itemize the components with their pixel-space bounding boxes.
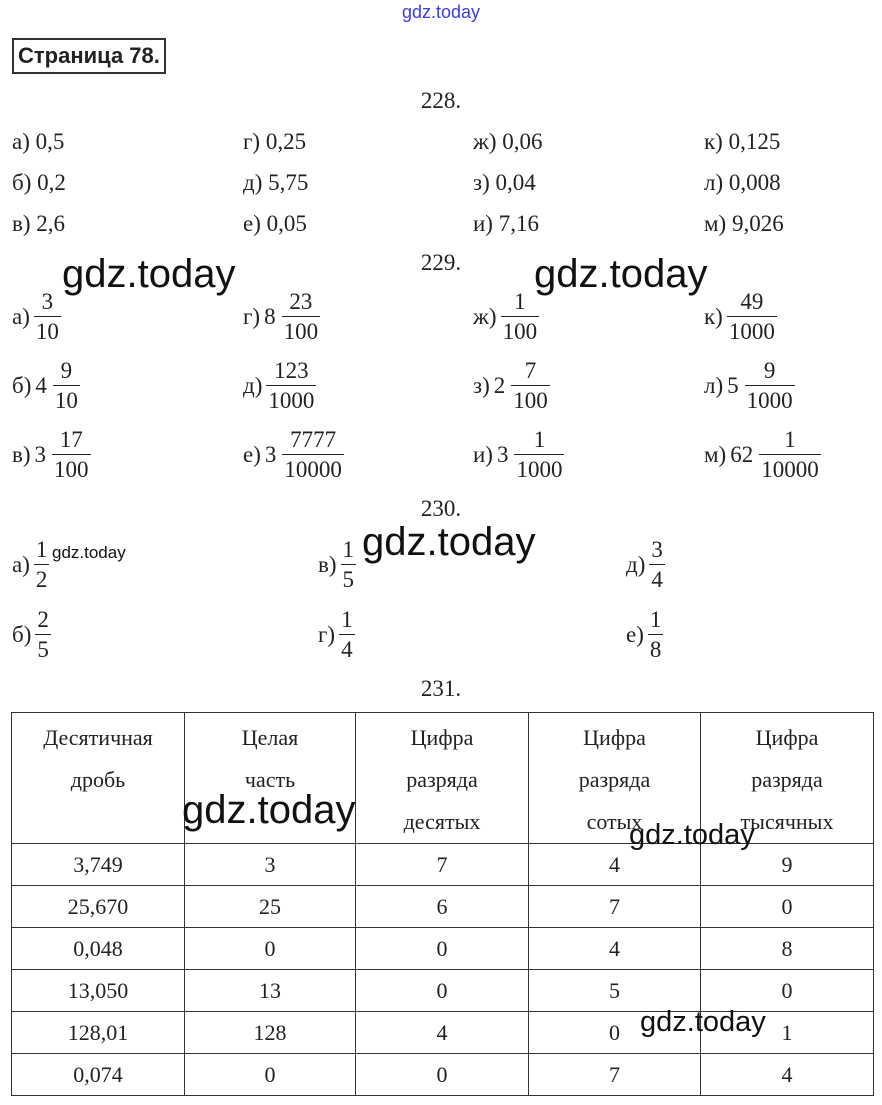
table-cell: 0 [701, 886, 874, 928]
problem-230-number: 230. [420, 496, 462, 521]
answer-item: з) 0,04 [473, 170, 536, 195]
table-row [12, 1054, 874, 1096]
table-cell: 128 [185, 1012, 356, 1054]
header-line: Цифра [755, 725, 819, 750]
table-cell: 6 [356, 886, 529, 928]
answer-label: б) [12, 621, 32, 647]
header-line: разряда [751, 767, 823, 792]
numerator: 1 [514, 289, 526, 314]
whole-part: 4 [35, 372, 47, 398]
answer-item [243, 359, 318, 412]
watermark: gdz.today [62, 252, 236, 296]
answer-item [318, 608, 357, 661]
fraction [512, 428, 566, 481]
denominator: 100 [511, 385, 550, 412]
answer-item [473, 359, 552, 412]
answer-item [473, 428, 566, 481]
numerator: 1 [649, 607, 662, 632]
table-cell: 4 [529, 844, 701, 886]
numerator: 7 [524, 358, 537, 383]
problem-231-number: 231. [420, 676, 462, 701]
header-line: Десятичная [43, 725, 153, 750]
table-cell: 5 [529, 970, 701, 1012]
answer-item [12, 359, 82, 412]
header-line: разряда [406, 767, 478, 792]
answer-item: м) 9,026 [704, 211, 784, 236]
answer-item [12, 608, 53, 661]
table-cell: 128,01 [12, 1012, 185, 1054]
table-cell: 0 [356, 1054, 529, 1096]
answer-label: м) [704, 441, 727, 467]
answer-label: а) [12, 551, 30, 577]
answer-label: г) [243, 303, 261, 329]
table-cell: 0,074 [12, 1054, 185, 1096]
answer-label: е) [243, 441, 261, 467]
fraction [51, 359, 82, 412]
watermark: gdz.today [52, 543, 126, 562]
header-line: Целая [241, 725, 299, 750]
numerator: 1 [35, 537, 48, 562]
answer-item: и) 7,16 [473, 211, 539, 236]
table-cell: 0 [185, 928, 356, 970]
whole-part: 5 [727, 372, 739, 398]
denominator: 10000 [759, 454, 821, 481]
fraction [32, 290, 63, 343]
answer-item [626, 608, 665, 661]
denominator: 10 [34, 316, 61, 343]
whole-part: 8 [264, 303, 276, 329]
answer-item [626, 538, 667, 591]
answer-item [12, 290, 63, 343]
answer-label: б) [12, 372, 32, 398]
numerator: 123 [274, 358, 309, 383]
fraction [280, 428, 346, 481]
answer-item [704, 359, 797, 412]
fraction [725, 290, 779, 343]
numerator: 3 [651, 537, 663, 562]
answer-item: ж) 0,06 [473, 129, 543, 154]
table-header-cell [356, 713, 529, 844]
answer-item: к) 0,125 [704, 129, 781, 154]
table-row [12, 928, 874, 970]
denominator: 5 [341, 564, 357, 591]
answer-item [12, 428, 93, 481]
table-header-cell [12, 713, 185, 844]
answer-label: и) [473, 441, 493, 467]
answer-item: е) 0,05 [243, 211, 307, 236]
table-row [12, 886, 874, 928]
answer-item [704, 290, 779, 343]
watermark: gdz.today [629, 819, 755, 851]
table-cell: 13 [185, 970, 356, 1012]
table-cell: 25 [185, 886, 356, 928]
whole-part: 2 [493, 372, 506, 398]
denominator: 1000 [745, 385, 795, 412]
numerator: 23 [289, 289, 313, 314]
fraction [647, 538, 667, 591]
watermark: gdz.today [182, 788, 356, 832]
answer-item: в) 2,6 [12, 211, 66, 236]
answer-item: л) 0,008 [704, 170, 781, 195]
table-cell: 3 [185, 844, 356, 886]
page-title: Страница 78. [12, 38, 166, 74]
table-cell: 4 [701, 1054, 874, 1096]
watermark: gdz.today [640, 1006, 766, 1038]
whole-part: 3 [496, 441, 509, 467]
denominator: 1000 [514, 454, 564, 481]
fraction [33, 608, 53, 661]
answer-item [473, 290, 541, 343]
whole-part: 62 [730, 441, 754, 467]
denominator: 100 [501, 316, 540, 343]
table-cell: 3,749 [12, 844, 185, 886]
numerator: 1 [533, 427, 546, 452]
problem-228-number: 228. [420, 88, 462, 113]
header-line: Цифра [410, 725, 474, 750]
answer-item [318, 538, 358, 591]
answer-label: е) [626, 621, 644, 647]
numerator: 1 [342, 537, 355, 562]
answer-label: к) [704, 303, 723, 329]
answer-item [704, 428, 823, 481]
denominator: 100 [282, 316, 321, 343]
header-line: разряда [578, 767, 651, 792]
answer-label: ж) [473, 303, 497, 329]
answer-item [12, 538, 51, 591]
table-cell: 7 [529, 1054, 701, 1096]
denominator: 2 [34, 564, 50, 591]
table-cell: 25,670 [12, 886, 185, 928]
numerator: 1 [784, 427, 796, 452]
denominator: 1000 [266, 385, 316, 412]
numerator: 1 [341, 607, 353, 632]
table-cell: 4 [529, 928, 701, 970]
numerator: 7777 [290, 427, 337, 452]
denominator: 1000 [727, 316, 777, 343]
fraction [646, 608, 666, 661]
table-cell: 0 [529, 1012, 701, 1054]
numerator: 49 [740, 289, 764, 314]
answer-label: в) [318, 551, 337, 577]
watermark: gdz.today [362, 520, 536, 564]
table-cell: 9 [701, 844, 874, 886]
header-line: сотых [586, 809, 643, 834]
fraction [280, 290, 323, 343]
answer-item: б) 0,2 [12, 170, 66, 195]
table-cell: 0 [356, 928, 529, 970]
fraction [264, 359, 318, 412]
denominator: 100 [52, 454, 91, 481]
numerator: 17 [59, 427, 83, 452]
table-cell: 0 [185, 1054, 356, 1096]
answer-label: д) [243, 372, 263, 398]
fraction [32, 538, 52, 591]
denominator: 4 [339, 634, 355, 661]
answer-label: г) [318, 621, 336, 647]
answer-label: л) [704, 372, 724, 398]
table-cell: 7 [529, 886, 701, 928]
numerator: 9 [60, 358, 73, 383]
fraction [743, 359, 797, 412]
whole-part: 3 [34, 441, 47, 467]
denominator: 4 [649, 564, 665, 591]
answer-label: д) [626, 551, 646, 577]
numerator: 3 [41, 289, 54, 314]
fraction [499, 290, 542, 343]
denominator: 5 [35, 634, 51, 661]
header-line: тысячных [740, 809, 834, 834]
header-line: дробь [70, 767, 126, 792]
table-cell: 4 [356, 1012, 529, 1054]
denominator: 8 [648, 634, 664, 661]
problem-229-number: 229. [420, 250, 462, 275]
answer-item: д) 5,75 [243, 170, 309, 195]
answer-item: а) 0,5 [12, 129, 65, 154]
denominator: 10 [53, 385, 80, 412]
numerator: 9 [763, 358, 776, 383]
fraction [339, 538, 359, 591]
whole-part: 3 [264, 441, 277, 467]
watermark: gdz.today [534, 252, 708, 296]
denominator: 10000 [282, 454, 344, 481]
table-cell: 1 [701, 1012, 874, 1054]
answer-label: а) [12, 303, 30, 329]
table-cell: 0 [701, 970, 874, 1012]
table-cell: 13,050 [12, 970, 185, 1012]
fraction [337, 608, 357, 661]
answer-label: в) [12, 441, 31, 467]
numerator: 2 [37, 607, 49, 632]
header-line: Цифра [583, 725, 646, 750]
fraction [50, 428, 93, 481]
answer-label: з) [473, 372, 490, 398]
table-cell: 0,048 [12, 928, 185, 970]
answer-item [243, 428, 346, 481]
table-cell: 8 [701, 928, 874, 970]
fraction [757, 428, 823, 481]
header-line: часть [244, 767, 296, 792]
header-line: десятых [403, 809, 481, 834]
answer-item [243, 290, 322, 343]
watermark-top: gdz.today [401, 2, 481, 22]
table-cell: 0 [356, 970, 529, 1012]
fraction [509, 359, 552, 412]
table-cell: 7 [356, 844, 529, 886]
answer-item: г) 0,25 [243, 129, 307, 154]
